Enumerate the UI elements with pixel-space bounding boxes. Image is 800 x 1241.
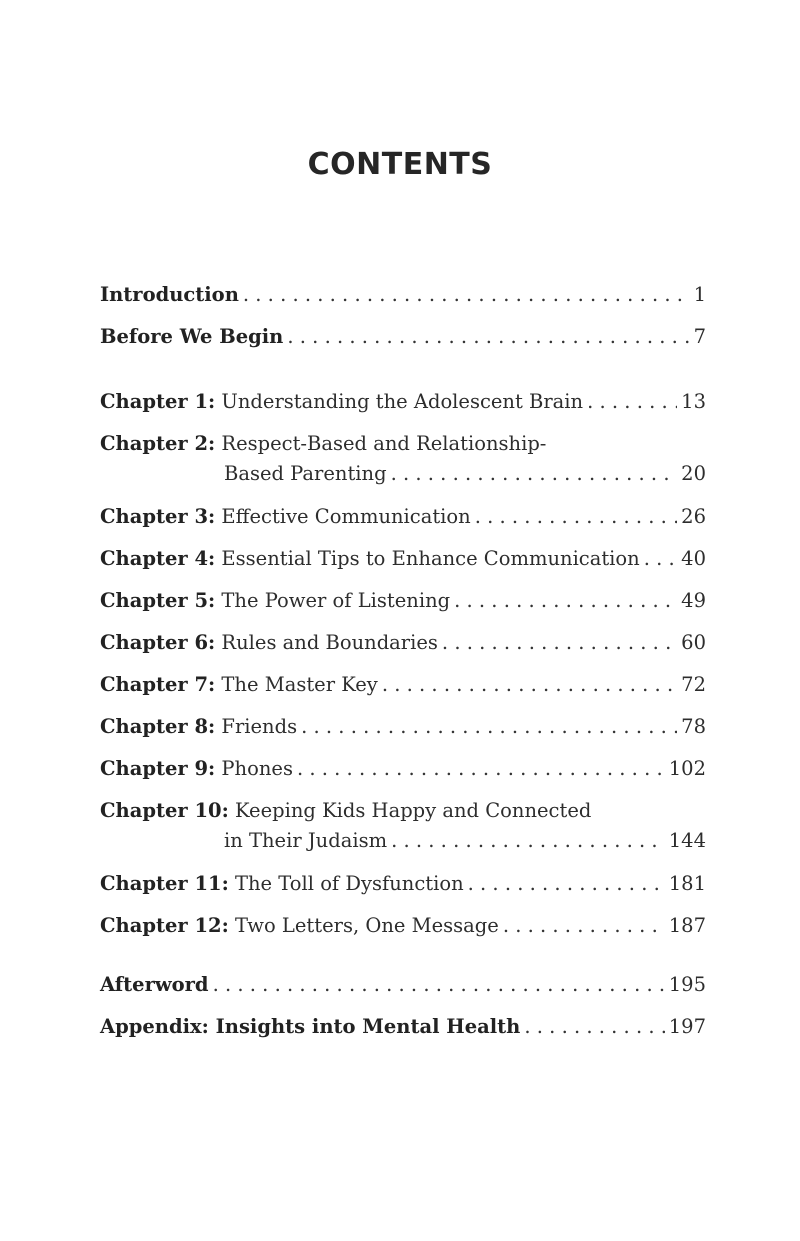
toc-entry-label: Chapter 5: (100, 589, 216, 612)
toc-entry-chapter-8[interactable] (100, 712, 706, 742)
toc-page-number: 7 (693, 325, 706, 348)
toc-entry-introduction[interactable] (100, 280, 706, 310)
toc-page-number: 1 (693, 283, 706, 306)
toc-page-number: 72 (681, 673, 706, 696)
dot-leader (213, 970, 665, 1000)
dot-leader (391, 459, 678, 489)
toc-entry-title-continued: in Their Judaism (224, 829, 388, 852)
toc-entry-label: Chapter 11: (100, 872, 229, 895)
toc-entry-chapter-3[interactable] (100, 502, 706, 532)
toc-page-number: 78 (681, 715, 706, 738)
toc-entry-title: Keeping Kids Happy and Connected (234, 799, 592, 822)
toc-page-number: 49 (681, 589, 706, 612)
dot-leader (587, 387, 677, 417)
toc-entry-chapter-1[interactable] (100, 387, 706, 417)
toc-entry-chapter-10[interactable] (100, 796, 706, 856)
toc-page-number: 187 (668, 914, 706, 937)
dot-leader (524, 1012, 664, 1042)
toc-page-number: 13 (681, 390, 706, 413)
toc-entry-title: Understanding the Adolescent Brain (221, 390, 584, 413)
toc-entry-chapter-7[interactable] (100, 670, 706, 700)
toc-entry-title: Friends (221, 715, 298, 738)
dot-leader (297, 754, 665, 784)
dot-leader (475, 502, 677, 532)
toc-page-number: 40 (681, 547, 706, 570)
toc-entry-label: Chapter 10: (100, 799, 229, 822)
toc-entry-title: Essential Tips to Enhance Communication (221, 547, 640, 570)
dot-leader (382, 670, 677, 700)
toc-entry-title-continued: Based Parenting (224, 462, 387, 485)
dot-leader (644, 544, 677, 574)
toc-entry-label: Chapter 9: (100, 757, 216, 780)
toc-page-number: 26 (681, 505, 706, 528)
dot-leader (243, 280, 690, 310)
toc-entry-label: Chapter 7: (100, 673, 216, 696)
toc-entry-chapter-5[interactable] (100, 586, 706, 616)
toc-page-number: 20 (681, 462, 706, 485)
toc-entry-chapter-4[interactable] (100, 544, 706, 574)
toc-entry-label: Before We Begin (100, 325, 284, 348)
toc-entry-title: The Master Key (221, 673, 378, 696)
toc-page-number: 102 (668, 757, 706, 780)
toc-entry-title: The Power of Listening (221, 589, 451, 612)
toc-entry-chapter-12[interactable] (100, 911, 706, 941)
toc-page-number: 181 (668, 872, 706, 895)
toc-entry-label: Chapter 6: (100, 631, 216, 654)
dot-leader (301, 712, 677, 742)
toc-entry-appendix[interactable] (100, 1012, 706, 1042)
toc-entry-label: Chapter 12: (100, 914, 229, 937)
dot-leader (468, 869, 665, 899)
toc-page-number: 144 (668, 829, 706, 852)
toc-entry-chapter-9[interactable] (100, 754, 706, 784)
toc-entry-label: Chapter 8: (100, 715, 216, 738)
toc-entry-title: Respect-Based and Relationship- (221, 432, 547, 455)
dot-leader (287, 322, 689, 352)
toc-entry-label: Chapter 1: (100, 390, 216, 413)
toc-entry-chapter-2[interactable] (100, 429, 706, 489)
toc-page-number: 197 (668, 1015, 706, 1038)
dot-leader (454, 586, 677, 616)
toc-entry-label: Appendix: Insights into Mental Health (100, 1015, 521, 1038)
toc-page-number: 195 (668, 973, 706, 996)
toc-entry-title: Two Letters, One Message (234, 914, 499, 937)
toc-page-number: 60 (681, 631, 706, 654)
toc-entry-title: The Toll of Dysfunction (234, 872, 464, 895)
toc-entry-label: Afterword (100, 973, 209, 996)
toc-entry-label: Introduction (100, 283, 239, 306)
toc-entry-afterword[interactable] (100, 970, 706, 1000)
toc-entry-title: Rules and Boundaries (221, 631, 438, 654)
toc-entry-title: Effective Communication (221, 505, 471, 528)
toc-entry-label: Chapter 4: (100, 547, 216, 570)
dot-leader (391, 826, 665, 856)
dot-leader (442, 628, 677, 658)
toc-entry-chapter-6[interactable] (100, 628, 706, 658)
toc-entry-title: Phones (221, 757, 293, 780)
toc-entry-label: Chapter 3: (100, 505, 216, 528)
toc-entry-before-we-begin[interactable] (100, 322, 706, 352)
page-title: CONTENTS (307, 147, 493, 182)
toc-entry-label: Chapter 2: (100, 432, 216, 455)
dot-leader (503, 911, 665, 941)
toc-entry-chapter-11[interactable] (100, 869, 706, 899)
